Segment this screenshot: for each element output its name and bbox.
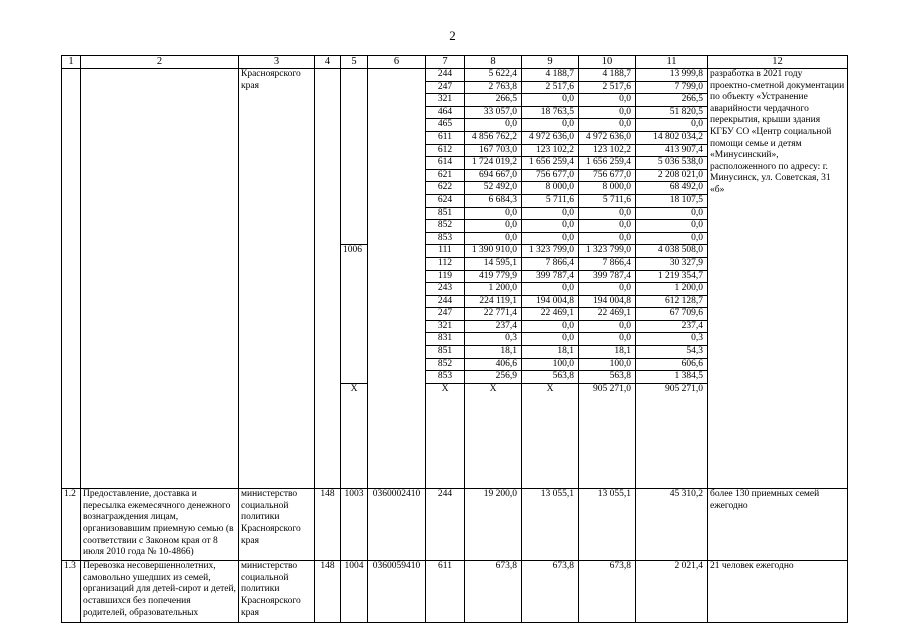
amount-cell: 1 200,0 <box>636 283 708 296</box>
amount-cell: 673,8 <box>465 561 522 623</box>
amount-cell: 0,0 <box>465 232 522 245</box>
amount-cell: 1 656 259,4 <box>522 157 579 170</box>
amount-cell: 22 469,1 <box>579 308 636 321</box>
header-cell: 9 <box>522 56 579 69</box>
amount-cell: 54,3 <box>636 346 708 359</box>
amount-cell: 0,3 <box>465 333 522 346</box>
amount-cell: 4 188,7 <box>579 69 636 82</box>
header-cell: 1 <box>62 56 81 69</box>
amount-cell: 399 787,4 <box>579 270 636 283</box>
amount-cell: 0,0 <box>579 320 636 333</box>
empty-cell <box>81 69 239 489</box>
amount-cell: 30 327,9 <box>636 257 708 270</box>
executor-cell: Красноярского края <box>239 69 315 489</box>
section-code: 1003 <box>341 489 368 561</box>
amount-cell: 756 677,0 <box>579 169 636 182</box>
amount-cell: 13 999,8 <box>636 69 708 82</box>
expense-type-code: 243 <box>426 283 465 296</box>
result-cell: разработка в 2021 году проектно-сметной документации по объекту «Устранение аварийности чердачного перекрытия, крыши здания КГБУ СО «Центр социальной помощи семье и детям «Минусинский», расположенного по адресу: г. Минусинск, ул. Советская, 31 «б» <box>708 69 848 489</box>
measure-description: Перевозка несовершеннолетних, самовольно ушедших из семей, организаций для детей-сирот и детей, оставшихся без попечения родителей, образовательных <box>81 561 239 623</box>
amount-cell: 256,9 <box>465 371 522 384</box>
amount-cell: 673,8 <box>522 561 579 623</box>
amount-cell: 22 771,4 <box>465 308 522 321</box>
measure-description: Предоставление, доставка и пересылка ежемесячного денежного вознаграждения лицам, организовавшим приемную семью (в соответствии с Законом края от 8 июля 2010 года № 10-4866) <box>81 489 239 561</box>
amount-cell: 7 866,4 <box>522 257 579 270</box>
amount-cell: 2 763,8 <box>465 81 522 94</box>
expense-type-code: 831 <box>426 333 465 346</box>
expense-type-code: 624 <box>426 194 465 207</box>
amount-cell: 606,6 <box>636 358 708 371</box>
amount-cell: 19 200,0 <box>465 489 522 561</box>
total-amount: 905 271,0 <box>579 383 636 488</box>
amount-cell: 0,0 <box>579 220 636 233</box>
amount-cell: 4 972 636,0 <box>522 131 579 144</box>
amount-cell: 0,0 <box>465 220 522 233</box>
amount-cell: 0,0 <box>579 283 636 296</box>
amount-cell: 673,8 <box>579 561 636 623</box>
empty-cell <box>368 69 426 489</box>
expense-type-code: 611 <box>426 131 465 144</box>
amount-cell: 8 000,0 <box>522 182 579 195</box>
amount-cell: 52 492,0 <box>465 182 522 195</box>
expense-type-code: 852 <box>426 358 465 371</box>
budget-row <box>62 69 848 82</box>
amount-cell: 14 802 034,2 <box>636 131 708 144</box>
expense-type-code: 853 <box>426 371 465 384</box>
amount-cell: 18 107,5 <box>636 194 708 207</box>
amount-cell: 14 595,1 <box>465 257 522 270</box>
amount-cell: 6 684,3 <box>465 194 522 207</box>
expense-type-code: 247 <box>426 81 465 94</box>
amount-cell: 4 856 762,2 <box>465 131 522 144</box>
header-cell: 3 <box>239 56 315 69</box>
header-cell: 5 <box>341 56 368 69</box>
expense-type-code: 851 <box>426 207 465 220</box>
expense-type-code: 244 <box>426 295 465 308</box>
expense-type-code: 853 <box>426 232 465 245</box>
x-mark: X <box>341 383 368 488</box>
x-mark: X <box>465 383 522 488</box>
amount-cell: 0,3 <box>636 333 708 346</box>
amount-cell: 224 119,1 <box>465 295 522 308</box>
gr-code: 148 <box>315 561 341 623</box>
header-cell: 11 <box>636 56 708 69</box>
amount-cell: 237,4 <box>465 320 522 333</box>
header-cell: 4 <box>315 56 341 69</box>
amount-cell: 0,0 <box>522 320 579 333</box>
amount-cell: 0,0 <box>579 106 636 119</box>
expense-type-code: 321 <box>426 320 465 333</box>
amount-cell: 1 219 354,7 <box>636 270 708 283</box>
expense-type-code: 244 <box>426 489 465 561</box>
amount-cell: 0,0 <box>636 232 708 245</box>
amount-cell: 0,0 <box>522 232 579 245</box>
amount-cell: 167 703,0 <box>465 144 522 157</box>
amount-cell: 8 000,0 <box>579 182 636 195</box>
amount-cell: 563,8 <box>579 371 636 384</box>
target-article: 0360002410 <box>368 489 426 561</box>
measure-executor: министерство социальной политики Красноярского края <box>239 489 315 561</box>
measure-result: 21 человек ежегодно <box>708 561 848 623</box>
header-cell: 10 <box>579 56 636 69</box>
expense-type-code: 852 <box>426 220 465 233</box>
amount-cell: 68 492,0 <box>636 182 708 195</box>
expense-type-code: 112 <box>426 257 465 270</box>
amount-cell: 67 709,6 <box>636 308 708 321</box>
amount-cell: 413 907,4 <box>636 144 708 157</box>
amount-cell: 22 469,1 <box>522 308 579 321</box>
amount-cell: 756 677,0 <box>522 169 579 182</box>
amount-cell: 1 323 799,0 <box>522 245 579 258</box>
amount-cell: 194 004,8 <box>522 295 579 308</box>
measure-executor: министерство социальной политики Красноярского края <box>239 561 315 623</box>
budget-table <box>61 55 848 623</box>
amount-cell: 0,0 <box>636 220 708 233</box>
empty-cell <box>315 69 341 489</box>
amount-cell: 0,0 <box>636 207 708 220</box>
amount-cell: 123 102,2 <box>579 144 636 157</box>
amount-cell: 5 036 538,0 <box>636 157 708 170</box>
header-cell: 2 <box>81 56 239 69</box>
expense-type-code: 465 <box>426 119 465 132</box>
amount-cell: 45 310,2 <box>636 489 708 561</box>
empty-cell <box>341 69 368 245</box>
expense-type-code: 621 <box>426 169 465 182</box>
expense-type-code: 111 <box>426 245 465 258</box>
amount-cell: 7 866,4 <box>579 257 636 270</box>
expense-type-code: 464 <box>426 106 465 119</box>
amount-cell: 1 200,0 <box>465 283 522 296</box>
expense-type-code: 612 <box>426 144 465 157</box>
amount-cell: 194 004,8 <box>579 295 636 308</box>
amount-cell: 563,8 <box>522 371 579 384</box>
amount-cell: 0,0 <box>579 94 636 107</box>
amount-cell: 0,0 <box>465 207 522 220</box>
amount-cell: 0,0 <box>522 220 579 233</box>
amount-cell: 33 057,0 <box>465 106 522 119</box>
expense-type-code: 321 <box>426 94 465 107</box>
expense-type-code: 244 <box>426 69 465 82</box>
amount-cell: 18,1 <box>579 346 636 359</box>
expense-type-code: 614 <box>426 157 465 170</box>
amount-cell: 5 711,6 <box>522 194 579 207</box>
amount-cell: 266,5 <box>636 94 708 107</box>
amount-cell: 2 208 021,0 <box>636 169 708 182</box>
amount-cell: 13 055,1 <box>522 489 579 561</box>
amount-cell: 2 517,6 <box>579 81 636 94</box>
amount-cell: 0,0 <box>579 333 636 346</box>
amount-cell: 237,4 <box>636 320 708 333</box>
amount-cell: 100,0 <box>522 358 579 371</box>
measure-number: 1.3 <box>62 561 81 623</box>
measure-row <box>62 489 848 561</box>
amount-cell: 1 390 910,0 <box>465 245 522 258</box>
amount-cell: 0,0 <box>579 232 636 245</box>
amount-cell: 1 384,5 <box>636 371 708 384</box>
amount-cell: 18 763,5 <box>522 106 579 119</box>
amount-cell: 123 102,2 <box>522 144 579 157</box>
amount-cell: 612 128,7 <box>636 295 708 308</box>
amount-cell: 100,0 <box>579 358 636 371</box>
amount-cell: 13 055,1 <box>579 489 636 561</box>
header-cell: 8 <box>465 56 522 69</box>
page-number: 2 <box>449 28 456 43</box>
amount-cell: 0,0 <box>522 94 579 107</box>
amount-cell: 399 787,4 <box>522 270 579 283</box>
expense-type-code: 622 <box>426 182 465 195</box>
section-code-cell: 1006 <box>341 245 368 384</box>
expense-type-code: 119 <box>426 270 465 283</box>
amount-cell: 7 799,0 <box>636 81 708 94</box>
amount-cell: 0,0 <box>636 119 708 132</box>
amount-cell: 1 323 799,0 <box>579 245 636 258</box>
expense-type-code: 611 <box>426 561 465 623</box>
amount-cell: 266,5 <box>465 94 522 107</box>
section-code: 1004 <box>341 561 368 623</box>
amount-cell: 694 667,0 <box>465 169 522 182</box>
x-mark: X <box>426 383 465 488</box>
amount-cell: 4 188,7 <box>522 69 579 82</box>
measure-result: более 130 приемных семей ежегодно <box>708 489 848 561</box>
expense-type-code: 851 <box>426 346 465 359</box>
amount-cell: 0,0 <box>522 119 579 132</box>
amount-cell: 5 711,6 <box>579 194 636 207</box>
amount-cell: 1 656 259,4 <box>579 157 636 170</box>
amount-cell: 4 038 508,0 <box>636 245 708 258</box>
header-cell: 6 <box>368 56 426 69</box>
amount-cell: 406,6 <box>465 358 522 371</box>
empty-cell <box>62 69 81 489</box>
amount-cell: 0,0 <box>522 207 579 220</box>
amount-cell: 2 517,6 <box>522 81 579 94</box>
target-article: 0360059410 <box>368 561 426 623</box>
amount-cell: 0,0 <box>579 207 636 220</box>
amount-cell: 0,0 <box>522 333 579 346</box>
amount-cell: 2 021,4 <box>636 561 708 623</box>
amount-cell: 51 820,5 <box>636 106 708 119</box>
amount-cell: 1 724 019,2 <box>465 157 522 170</box>
amount-cell: 18,1 <box>465 346 522 359</box>
amount-cell: 4 972 636,0 <box>579 131 636 144</box>
header-cell: 7 <box>426 56 465 69</box>
measure-row <box>62 561 848 623</box>
amount-cell: 5 622,4 <box>465 69 522 82</box>
amount-cell: 419 779,9 <box>465 270 522 283</box>
total-amount: 905 271,0 <box>636 383 708 488</box>
amount-cell: 0,0 <box>465 119 522 132</box>
amount-cell: 18,1 <box>522 346 579 359</box>
column-number-row <box>62 56 848 69</box>
gr-code: 148 <box>315 489 341 561</box>
expense-type-code: 247 <box>426 308 465 321</box>
amount-cell: 0,0 <box>579 119 636 132</box>
amount-cell: 0,0 <box>522 283 579 296</box>
x-mark: X <box>522 383 579 488</box>
header-cell: 12 <box>708 56 848 69</box>
measure-number: 1.2 <box>62 489 81 561</box>
